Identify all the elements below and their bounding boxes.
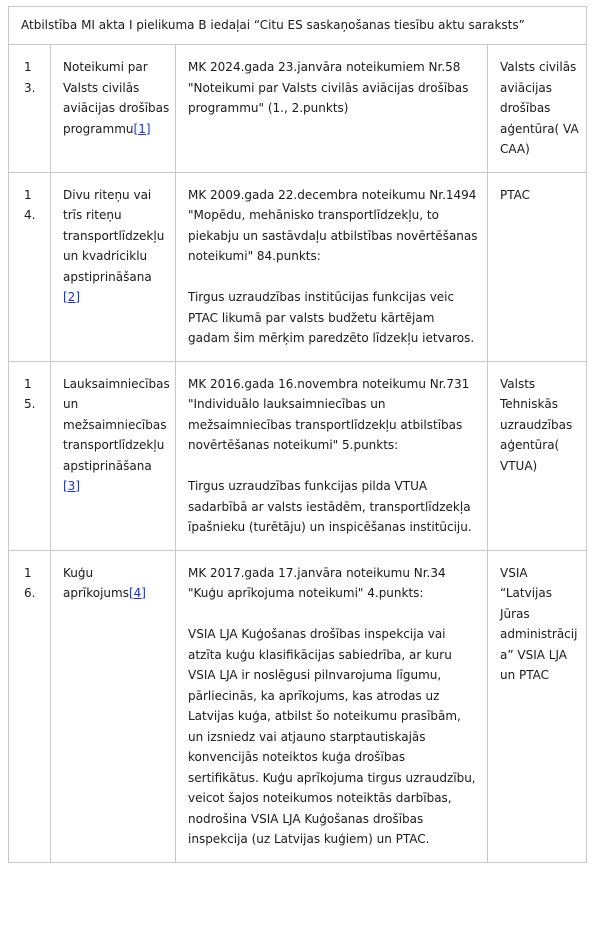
- row-number-text: 14.: [24, 187, 36, 222]
- law-paragraph: Tirgus uzraudzības institūcijas funkcijas veic PTAC likumā par valsts budžetu kārtējam gadam šim mērķim paredzēto līdzekļu ietvaros.: [188, 290, 475, 345]
- row-number-text: 15.: [24, 376, 36, 411]
- table-row: [9, 45, 587, 173]
- footnote-link[interactable]: [1]: [133, 121, 151, 136]
- row-title: [51, 45, 176, 173]
- row-institution: PTAC: [488, 172, 587, 361]
- table-row: [9, 550, 587, 862]
- row-number: [9, 361, 51, 550]
- row-number-text: 16.: [24, 565, 36, 600]
- row-law: [176, 172, 488, 361]
- law-paragraph: VSIA LJA Kuģošanas drošības inspekcija vai atzīta kuģu klasifikācijas sabiedrība, ar kuru VSIA LJA ir noslēgusi pilnvarojuma līgumu, pārliecinās, ka aprīkojums, kas atrodas uz Latvijas kuģa, atbilst šo noteikumu prasībām, un izsniedz vai atjauno starptautiskajās konvencijās noteiktos kuģa drošības sertifikātus. Kuģu aprīkojuma tirgus uzraudzību, veicot šajos noteikumos noteiktās darbības, nodrošina VSIA LJA Kuģošanas drošības inspekcija (uz Latvijas kuģiem) un PTAC.: [188, 627, 476, 846]
- table-row: [9, 172, 587, 361]
- row-number: [9, 172, 51, 361]
- row-title: [51, 550, 176, 862]
- law-paragraph: Tirgus uzraudzības funkcijas pilda VTUA sadarbībā ar valsts iestādēm, transportlīdzekļa īpašnieku (turētāju) un inspicēšanas institūciju.: [188, 479, 472, 534]
- row-title-text: Kuģu aprīkojums: [63, 565, 129, 600]
- footnote-link[interactable]: [3]: [63, 479, 80, 493]
- row-institution: Valsts civilās aviācijas drošības aģentūra( VA CAA): [488, 45, 587, 173]
- law-paragraph: MK 2009.gada 22.decembra noteikumu Nr.1494 "Mopēdu, mehānisko transportlīdzekļu, to piekabju un sastāvdaļu atbilstības novērtēšanas noteikumi" 84.punkts:: [188, 187, 478, 263]
- footnote-link[interactable]: [2]: [63, 290, 80, 304]
- row-number: [9, 45, 51, 173]
- compliance-table: [8, 6, 587, 863]
- row-law: [176, 550, 488, 862]
- row-institution: Valsts Tehniskās uzraudzības aģentūra( VTUA): [488, 361, 587, 550]
- row-law: [176, 45, 488, 173]
- law-paragraph: MK 2017.gada 17.janvāra noteikumu Nr.34 "Kuģu aprīkojuma noteikumi" 4.punkts:: [188, 565, 446, 600]
- row-title: [51, 361, 176, 550]
- table-header-row: [9, 7, 587, 45]
- law-paragraph: MK 2016.gada 16.novembra noteikumu Nr.731 "Individuālo lauksaimniecības un mežsaimniecības transportlīdzekļu atbilstības novērtēšanas noteikumi" 5.punkts:: [188, 376, 470, 452]
- compliance-table-container: [8, 6, 586, 863]
- row-title-text: Divu riteņu vai trīs riteņu transportlīdzekļu un kvadriciklu apstiprināšana: [63, 187, 165, 284]
- table-row: [9, 361, 587, 550]
- row-title: [51, 172, 176, 361]
- table-header: Atbilstība MI akta I pielikuma B iedaļai “Citu ES saskaņošanas tiesību aktu saraksts”: [9, 7, 587, 45]
- row-title-text: Lauksaimniecības un mežsaimniecības transportlīdzekļu apstiprināšana: [63, 376, 170, 473]
- row-institution: VSIA “Latvijas Jūras administrācija” VSIA LJA un PTAC: [488, 550, 587, 862]
- row-title-text: Noteikumi par Valsts civilās aviācijas drošības programmu: [63, 60, 170, 136]
- row-law: [176, 361, 488, 550]
- row-number-text: 13.: [24, 60, 36, 95]
- law-paragraph: MK 2024.gada 23.janvāra noteikumiem Nr.58 "Noteikumi par Valsts civilās aviācijas drošības programmu" (1., 2.punkts): [188, 60, 469, 115]
- footnote-link[interactable]: [4]: [128, 586, 146, 600]
- row-number: [9, 550, 51, 862]
